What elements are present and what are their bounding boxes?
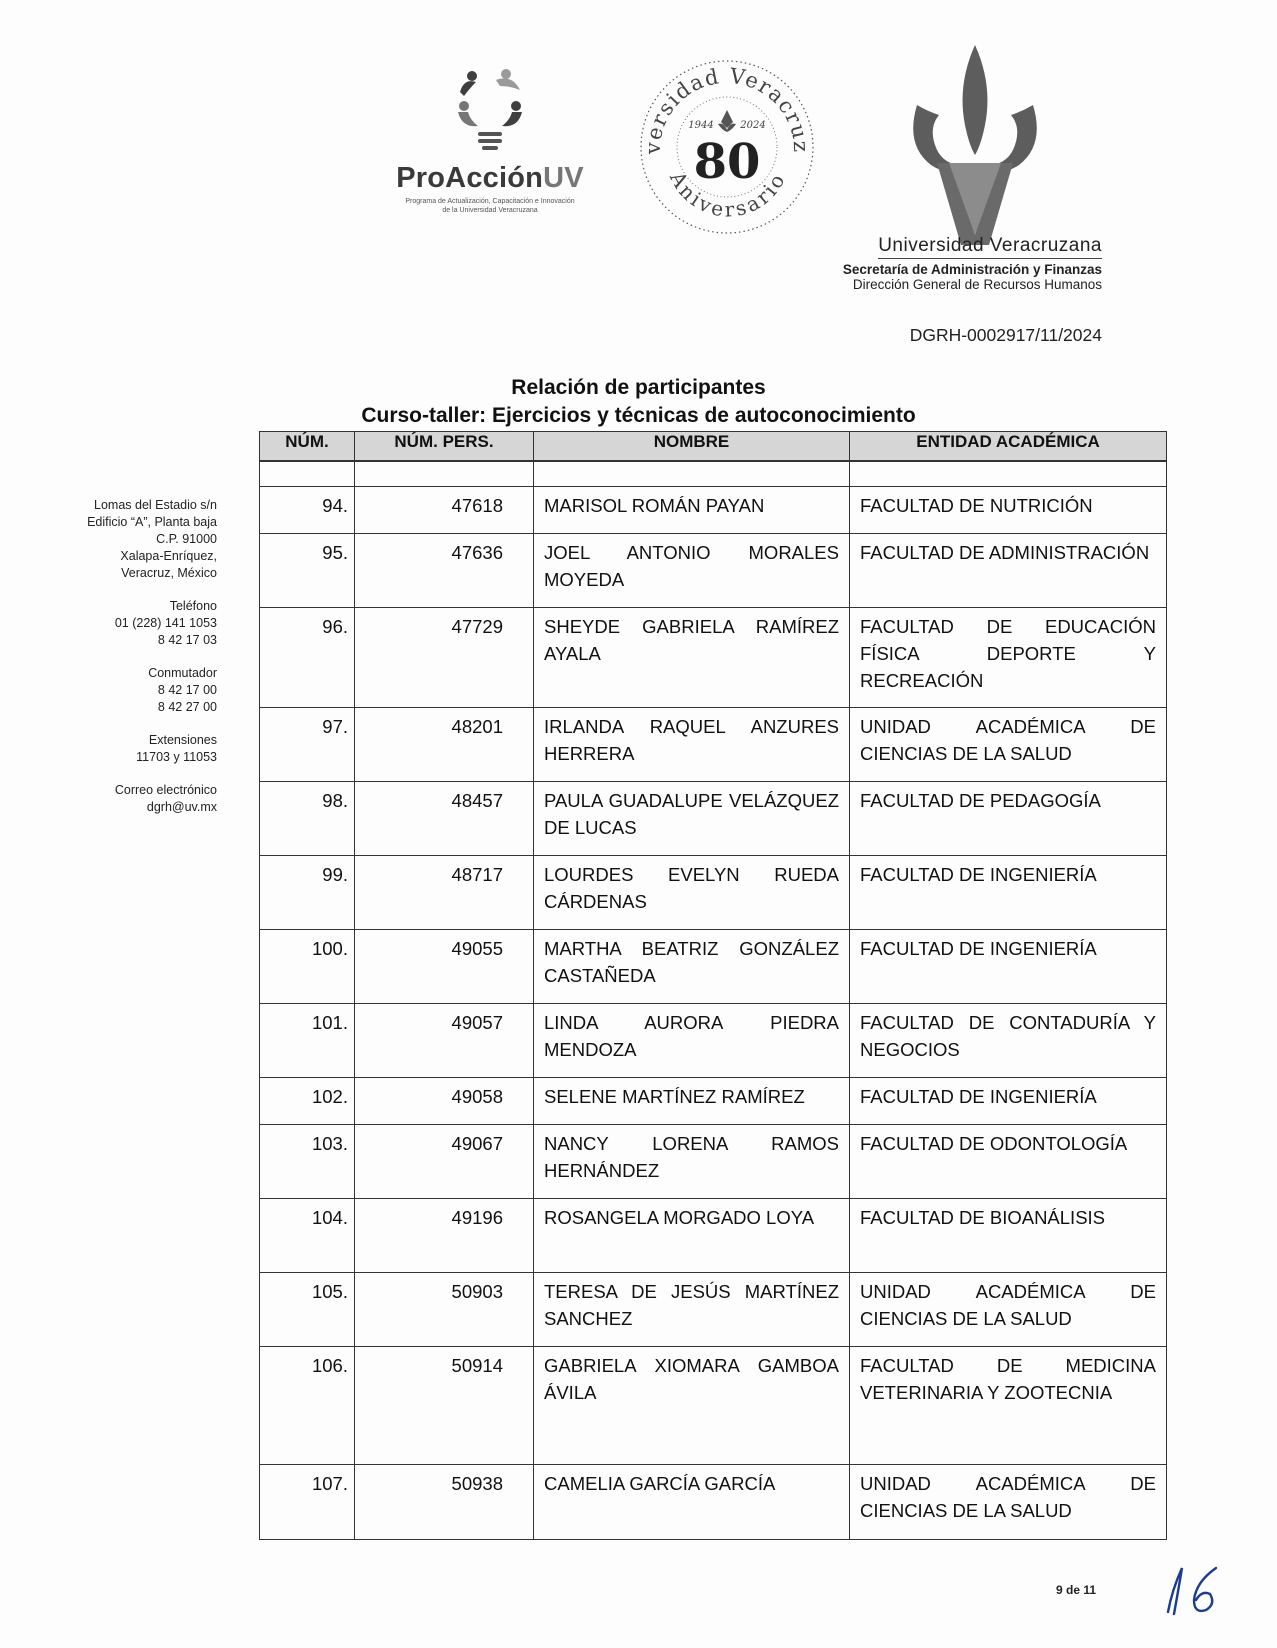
table-row [260, 608, 1167, 708]
participant-name: TERESA DE JESÚS MARTÍNEZ SANCHEZ [534, 1273, 850, 1347]
academic-entity: UNIDAD ACADÉMICA DE CIENCIAS DE LA SALUD [850, 708, 1167, 782]
table-row [260, 782, 1167, 856]
secretariat-name: Secretaría de Administración y Finanzas [842, 262, 1102, 277]
row-number: 101. [260, 1004, 355, 1078]
extensions-label: Extensiones [148, 733, 217, 747]
participant-name: LINDA AURORA PIEDRA MENDOZA [534, 1004, 850, 1078]
personnel-number: 48717 [355, 856, 534, 930]
participant-name: NANCY LORENA RAMOS HERNÁNDEZ [534, 1125, 850, 1199]
uv-fleur-logo [905, 45, 1045, 245]
lightbulb-people-icon [450, 62, 530, 158]
anniversary-seal [638, 58, 816, 236]
academic-entity: FACULTAD DE INGENIERÍA [850, 930, 1167, 1004]
switchboard-number: 8 42 27 00 [157, 700, 217, 714]
academic-entity: FACULTAD DE ADMINISTRACIÓN [850, 534, 1167, 608]
column-header-num: NÚM. [260, 432, 355, 462]
academic-entity: UNIDAD ACADÉMICA DE CIENCIAS DE LA SALUD [850, 1465, 1167, 1540]
participants-table [259, 431, 1167, 1540]
participant-name: MARTHA BEATRIZ GONZÁLEZ CASTAÑEDA [534, 930, 850, 1004]
address-line: Veracruz, México [121, 566, 217, 580]
switchboard-number: 8 42 17 00 [157, 683, 217, 697]
participant-name: LOURDES EVELYN RUEDA CÁRDENAS [534, 856, 850, 930]
seal-bottom-text: Aniversario [665, 167, 791, 222]
phone-number: 01 (228) 141 1053 [114, 616, 217, 630]
seal-year-start: 1944 [688, 120, 714, 131]
participant-name: MARISOL ROMÁN PAYAN [534, 487, 850, 534]
participant-name: SHEYDE GABRIELA RAMÍREZ AYALA [534, 608, 850, 708]
row-number: 105. [260, 1273, 355, 1347]
contact-sidebar [40, 497, 217, 816]
handwritten-mark-text: 16 [1160, 1560, 1162, 1561]
participant-name: ROSANGELA MORGADO LOYA [534, 1199, 850, 1273]
table-row [260, 1125, 1167, 1199]
participant-name: SELENE MARTÍNEZ RAMÍREZ [534, 1078, 850, 1125]
personnel-number: 48457 [355, 782, 534, 856]
academic-entity: FACULTAD DE PEDAGOGÍA [850, 782, 1167, 856]
proaccion-title-main: ProAcción [396, 162, 544, 194]
email-label: Correo electrónico [114, 783, 217, 797]
personnel-number: 47636 [355, 534, 534, 608]
column-header-pers: NÚM. PERS. [355, 432, 534, 462]
row-number: 104. [260, 1199, 355, 1273]
table-row [260, 1004, 1167, 1078]
column-header-name: NOMBRE [534, 432, 850, 462]
table-row [260, 1078, 1167, 1125]
table-row [260, 1273, 1167, 1347]
row-number: 106. [260, 1347, 355, 1465]
personnel-number: 49055 [355, 930, 534, 1004]
personnel-number: 49067 [355, 1125, 534, 1199]
university-name: Universidad Veracruzana [878, 235, 1102, 259]
proaccion-subtitle-line2: de la Universidad Veracruzana [442, 207, 538, 214]
personnel-number: 49057 [355, 1004, 534, 1078]
academic-entity: FACULTAD DE INGENIERÍA [850, 1078, 1167, 1125]
address-line: Lomas del Estadio s/n [94, 498, 217, 512]
academic-entity: FACULTAD DE CONTADURÍA Y NEGOCIOS [850, 1004, 1167, 1078]
column-header-entity: ENTIDAD ACADÉMICA [850, 432, 1167, 462]
row-number: 98. [260, 782, 355, 856]
participant-name: GABRIELA XIOMARA GAMBOA ÁVILA [534, 1347, 850, 1465]
personnel-number: 48201 [355, 708, 534, 782]
directorate-name: Dirección General de Recursos Humanos [852, 277, 1102, 292]
switchboard-label: Conmutador [148, 666, 217, 680]
seal-number: 80 [693, 134, 761, 190]
academic-entity: FACULTAD DE NUTRICIÓN [850, 487, 1167, 534]
address-line: Xalapa-Enríquez, [120, 549, 217, 563]
table-row [260, 930, 1167, 1004]
row-number: 100. [260, 930, 355, 1004]
academic-entity: FACULTAD DE ODONTOLOGÍA [850, 1125, 1167, 1199]
row-number: 99. [260, 856, 355, 930]
extensions-value: 11703 y 11053 [136, 750, 217, 764]
personnel-number: 49196 [355, 1199, 534, 1273]
proaccion-subtitle-line1: Programa de Actualización, Capacitación e Innovación [405, 198, 575, 205]
row-number: 102. [260, 1078, 355, 1125]
row-number: 95. [260, 534, 355, 608]
proaccion-subtitle [375, 197, 605, 215]
personnel-number: 50903 [355, 1273, 534, 1347]
page-number: 9 de 11 [1056, 1583, 1097, 1597]
table-header-row [260, 432, 1167, 462]
row-number: 96. [260, 608, 355, 708]
fleur-mini-icon [718, 110, 736, 132]
row-number: 107. [260, 1465, 355, 1540]
table-row [260, 708, 1167, 782]
personnel-number: 47729 [355, 608, 534, 708]
document-code: DGRH-0002917/11/2024 [909, 325, 1102, 345]
academic-entity: FACULTAD DE MEDICINA VETERINARIA Y ZOOTECNIA [850, 1347, 1167, 1465]
academic-entity: UNIDAD ACADÉMICA DE CIENCIAS DE LA SALUD [850, 1273, 1167, 1347]
phone-label: Teléfono [169, 599, 217, 613]
handwritten-page-mark [1160, 1560, 1230, 1620]
personnel-number: 50938 [355, 1465, 534, 1540]
address-line: Edificio “A”, Planta baja [87, 515, 217, 529]
personnel-number: 50914 [355, 1347, 534, 1465]
personnel-number: 47618 [355, 487, 534, 534]
participant-name: IRLANDA RAQUEL ANZURES HERRERA [534, 708, 850, 782]
proaccion-logo [375, 62, 605, 242]
personnel-number: 49058 [355, 1078, 534, 1125]
academic-entity: FACULTAD DE BIOANÁLISIS [850, 1199, 1167, 1273]
document-title: Relación de participantes [511, 376, 766, 399]
table-row [260, 1347, 1167, 1465]
row-number: 103. [260, 1125, 355, 1199]
table-row [260, 487, 1167, 534]
row-number: 94. [260, 487, 355, 534]
seal-year-end: 2024 [740, 120, 766, 131]
table-row [260, 856, 1167, 930]
proaccion-title-uv: UV [543, 162, 584, 194]
row-number: 97. [260, 708, 355, 782]
participant-name: PAULA GUADALUPE VELÁZQUEZ DE LUCAS [534, 782, 850, 856]
table-row [260, 534, 1167, 608]
document-subtitle: Curso-taller: Ejercicios y técnicas de autoconocimiento [361, 404, 916, 427]
phone-number: 8 42 17 03 [157, 633, 217, 647]
table-row [260, 1465, 1167, 1540]
participant-name: JOEL ANTONIO MORALES MOYEDA [534, 534, 850, 608]
seal-top-text: versidad Veracruz [640, 63, 814, 155]
table-row [260, 1199, 1167, 1273]
address-line: C.P. 91000 [156, 532, 217, 546]
participant-name: CAMELIA GARCÍA GARCÍA [534, 1465, 850, 1540]
proaccion-title [375, 162, 605, 195]
email-value: dgrh@uv.mx [146, 800, 217, 814]
university-header [682, 235, 1102, 292]
academic-entity: FACULTAD DE INGENIERÍA [850, 856, 1167, 930]
academic-entity: FACULTAD DE EDUCACIÓN FÍSICA DEPORTE Y RECREACIÓN [850, 608, 1167, 708]
